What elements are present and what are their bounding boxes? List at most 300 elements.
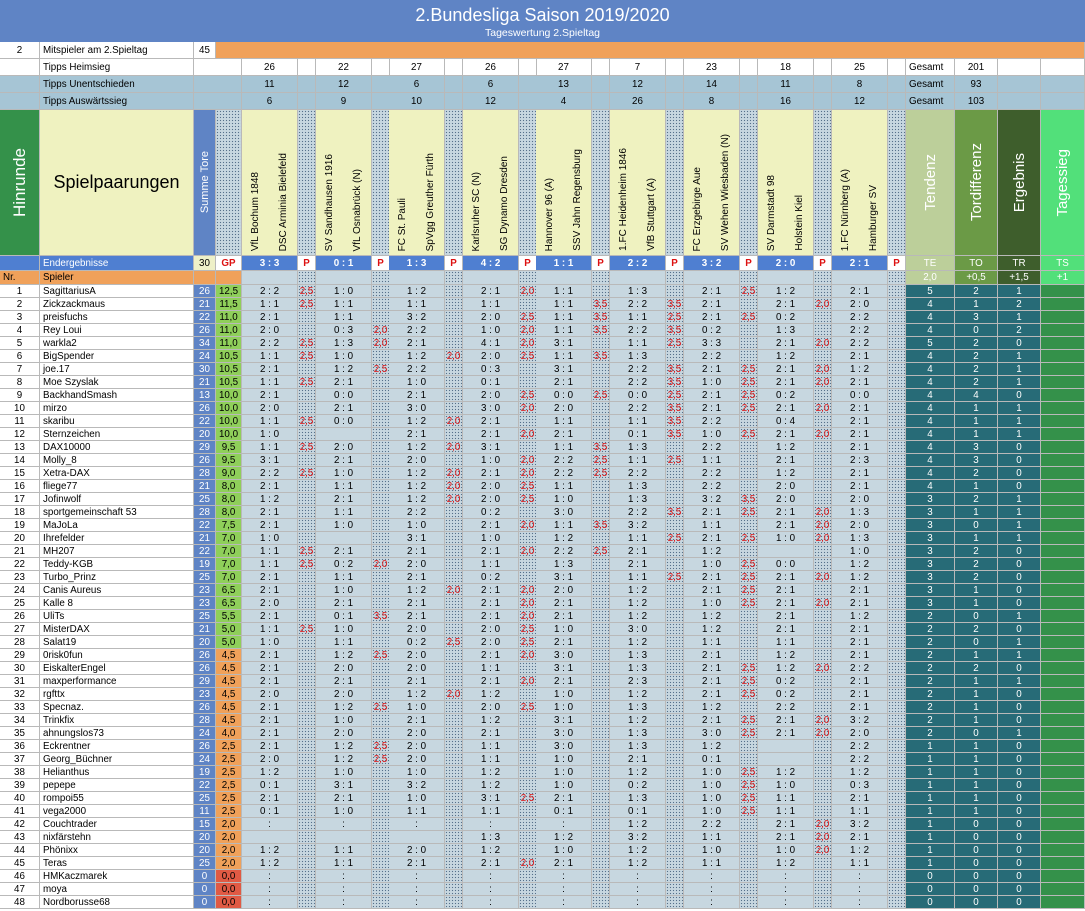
player-points [519,415,537,428]
stats-value: 12 [316,76,372,93]
player-points: 2,0 [814,597,832,610]
player-tip: 2 : 1 [684,311,740,324]
player-name: 0risk0fun [40,649,194,662]
player-tip: 2 : 2 [242,337,298,350]
player-points: 2,5 [740,662,758,675]
ts-value: +1 [1041,271,1085,285]
player-gp: 7,0 [216,532,242,545]
player-tip: 2 : 1 [316,376,372,389]
player-tr: 0 [998,779,1041,792]
player-header-row [0,271,1085,285]
player-tip: 2 : 1 [316,545,372,558]
player-tore: 20 [194,428,216,441]
player-tip: 2 : 2 [758,701,814,714]
player-tip: 2 : 1 [389,857,445,870]
player-row [0,766,1085,779]
player-tr: 0 [998,831,1041,844]
player-points: 3,5 [592,519,610,532]
player-to: 1 [955,597,998,610]
player-te: 1 [906,857,955,870]
player-tip: 2 : 1 [832,636,888,649]
player-tip: 1 : 2 [610,584,666,597]
away-team: SV Wehen Wiesbaden (N) [719,133,731,251]
player-te: 3 [906,597,955,610]
player-points [740,324,758,337]
player-tip: : [389,870,445,883]
stats-value: 13 [536,76,592,93]
player-tip: 1 : 2 [242,857,298,870]
player-tip: 2 : 1 [389,428,445,441]
player-ts [1041,376,1085,389]
player-points [298,740,316,753]
player-points [372,779,390,792]
player-gp: 4,5 [216,649,242,662]
player-nr: 40 [0,792,40,805]
player-row [0,519,1085,532]
blank [888,271,906,285]
player-tip [758,753,814,766]
player-tr: 1 [998,610,1041,623]
player-to: 0 [955,519,998,532]
player-points: 2,0 [519,610,537,623]
player-nr: 21 [0,545,40,558]
stats-value: 18 [758,59,814,76]
player-points [592,285,610,298]
player-tip: 2 : 1 [463,545,519,558]
player-tr: 0 [998,623,1041,636]
player-points: 2,0 [519,285,537,298]
player-points [888,831,906,844]
player-tip: 1 : 1 [610,454,666,467]
player-tip: 2 : 1 [463,467,519,480]
player-points [519,831,537,844]
player-tip: 1 : 1 [242,558,298,571]
player-points [372,883,390,896]
player-ts [1041,298,1085,311]
player-row [0,623,1085,636]
player-points [814,740,832,753]
player-tip: 3 : 0 [463,402,519,415]
player-tip: : [610,896,666,909]
player-points [445,571,463,584]
player-tip: 1 : 2 [316,649,372,662]
player-points [519,883,537,896]
player-tip: 2 : 1 [536,675,592,688]
player-tore: 26 [194,662,216,675]
player-tip: 1 : 0 [684,428,740,441]
player-gp: 11,5 [216,298,242,311]
player-tip: 2 : 2 [684,350,740,363]
stats-row-unent [0,76,1085,93]
player-points: 2,5 [519,493,537,506]
player-row [0,454,1085,467]
p-label: P [298,256,316,271]
player-ts [1041,857,1085,870]
player-points [740,740,758,753]
page-subtitle: Tageswertung 2.Spieltag [485,27,600,39]
player-points [888,818,906,831]
player-te: 3 [906,571,955,584]
player-tip: 2 : 1 [758,402,814,415]
player-gp: 6,5 [216,597,242,610]
player-tip: 1 : 2 [242,844,298,857]
player-gp: 7,0 [216,558,242,571]
player-points: 2,0 [814,662,832,675]
player-points [298,688,316,701]
blank [519,93,537,110]
player-tip: : [389,896,445,909]
player-points [592,480,610,493]
player-tip: 1 : 3 [610,649,666,662]
player-points [372,636,390,649]
p-label: P [666,256,684,271]
player-tip: 1 : 0 [832,545,888,558]
player-te: 2 [906,662,955,675]
player-tip: 1 : 2 [610,857,666,870]
player-points [888,714,906,727]
player-gp: 12,5 [216,285,242,298]
player-tip: 2 : 1 [684,402,740,415]
player-gp: 2,5 [216,753,242,766]
player-tr: 1 [998,285,1041,298]
player-tip: 1 : 1 [684,831,740,844]
player-tip: 1 : 1 [758,805,814,818]
player-points [298,701,316,714]
player-tip: 1 : 2 [832,363,888,376]
player-te: 5 [906,337,955,350]
away-team: VfB Stuttgart (A) [645,178,657,251]
player-to: 1 [955,584,998,597]
player-ts [1041,337,1085,350]
player-tip: 2 : 0 [832,298,888,311]
player-points [666,779,684,792]
player-points [740,701,758,714]
player-points: 2,5 [298,415,316,428]
player-tip: 2 : 1 [463,584,519,597]
player-gp: 10,0 [216,389,242,402]
player-gp: 10,0 [216,415,242,428]
player-nr: 47 [0,883,40,896]
player-tip: 2 : 2 [536,545,592,558]
mitspieler-label: Mitspieler am 2.Spieltag [40,42,194,59]
player-points [592,779,610,792]
player-tip: 1 : 2 [758,441,814,454]
player-tip [758,740,814,753]
player-points [814,792,832,805]
stats-value: 12 [463,93,519,110]
player-points [445,623,463,636]
player-te: 4 [906,428,955,441]
player-tore: 26 [194,649,216,662]
player-tip: 2 : 0 [389,727,445,740]
player-tip: 1 : 0 [389,766,445,779]
player-tip: 3 : 2 [610,519,666,532]
player-ts [1041,441,1085,454]
player-points [592,766,610,779]
player-points [519,818,537,831]
player-tip: : [610,870,666,883]
player-tip: 0 : 1 [610,428,666,441]
player-tip: 2 : 1 [832,649,888,662]
match-header-2 [316,110,372,256]
player-tip: 2 : 1 [610,545,666,558]
stats-label: Tipps Auswärtssieg [40,93,194,110]
player-points [814,545,832,558]
player-tore: 0 [194,870,216,883]
player-points [814,649,832,662]
tagessieg-header [1041,110,1085,256]
player-points: 2,0 [814,571,832,584]
player-points [592,714,610,727]
player-tip: 2 : 0 [242,688,298,701]
player-points [519,688,537,701]
player-tore: 25 [194,571,216,584]
player-tip: 2 : 1 [242,662,298,675]
player-tip: 1 : 1 [610,337,666,350]
player-points: 2,5 [372,740,390,753]
player-tip: 2 : 1 [832,428,888,441]
player-points [814,454,832,467]
p-label: P [888,256,906,271]
player-tip: 2 : 1 [316,493,372,506]
player-points: 2,5 [740,389,758,402]
player-tip: 2 : 0 [463,480,519,493]
player-points [298,493,316,506]
player-tip: 2 : 1 [758,584,814,597]
player-tore: 26 [194,402,216,415]
player-points [298,324,316,337]
player-nr: 29 [0,649,40,662]
away-team: Hamburger SV [867,184,879,251]
player-te: 1 [906,818,955,831]
player-points [298,844,316,857]
blank [536,271,592,285]
player-tore: 22 [194,311,216,324]
player-ts [1041,467,1085,480]
player-points: 2,0 [814,298,832,311]
player-points [740,337,758,350]
player-points [888,389,906,402]
player-points: 3,5 [666,363,684,376]
player-ts [1041,714,1085,727]
player-tip: 2 : 1 [758,428,814,441]
player-tip: 2 : 1 [536,597,592,610]
player-points [740,857,758,870]
player-ts [1041,610,1085,623]
player-name: DAX10000 [40,441,194,454]
blank [372,93,390,110]
player-gp: 10,0 [216,428,242,441]
player-points [814,350,832,363]
match-result: 4 : 2 [463,256,519,271]
player-tip: 3 : 0 [536,506,592,519]
player-tip: 2 : 0 [389,753,445,766]
player-points [740,883,758,896]
player-points: 2,5 [740,376,758,389]
player-points: 2,5 [298,376,316,389]
player-tore: 19 [194,766,216,779]
player-te: 3 [906,558,955,571]
player-to: 2 [955,623,998,636]
player-tip: 2 : 0 [832,493,888,506]
pts-header-blank [445,110,463,256]
player-points [372,623,390,636]
player-tip: 2 : 2 [389,363,445,376]
player-row [0,870,1085,883]
header-row [0,110,1085,256]
player-points: 2,0 [519,454,537,467]
player-tip: 1 : 0 [389,376,445,389]
player-tip: 1 : 0 [242,636,298,649]
player-points: 2,0 [519,584,537,597]
player-points [445,558,463,571]
blank [0,59,40,76]
player-tip: : [536,883,592,896]
player-tore: 22 [194,545,216,558]
player-points: 3,5 [666,402,684,415]
player-points: 2,5 [666,311,684,324]
player-tip: 1 : 2 [610,766,666,779]
player-nr: 12 [0,428,40,441]
away-team: SpVgg Greuther Fürth [424,152,436,251]
player-tip: 0 : 0 [610,389,666,402]
player-tr: 0 [998,883,1041,896]
player-to: 0 [955,610,998,623]
player-te: 1 [906,792,955,805]
player-points [592,740,610,753]
player-tip: 2 : 0 [463,350,519,363]
player-points [592,883,610,896]
player-name: skaribu [40,415,194,428]
player-name: Moe Szyslak [40,376,194,389]
player-points: 2,5 [298,467,316,480]
player-ts [1041,870,1085,883]
player-tip: 2 : 0 [832,727,888,740]
player-points: 3,5 [592,311,610,324]
player-name: Eckrentner [40,740,194,753]
player-nr: 13 [0,441,40,454]
player-points [888,662,906,675]
player-tr: 0 [998,597,1041,610]
spieler-header: Spieler [40,271,194,285]
player-tip: 2 : 0 [758,480,814,493]
player-points [445,714,463,727]
player-ts [1041,506,1085,519]
player-tip [316,831,372,844]
player-tip: 2 : 1 [684,688,740,701]
player-tip: 0 : 3 [463,363,519,376]
player-tip: 1 : 2 [316,701,372,714]
player-tip: 2 : 1 [389,545,445,558]
player-row [0,883,1085,896]
player-points [888,506,906,519]
player-points: 2,0 [519,597,537,610]
player-tip: 2 : 0 [389,844,445,857]
meta-row [0,42,1085,59]
player-points [592,506,610,519]
player-tore: 21 [194,480,216,493]
player-to: 3 [955,454,998,467]
page-title-bar [0,0,1085,42]
player-gp: 8,0 [216,480,242,493]
player-tip: 1 : 0 [536,623,592,636]
player-gp: 11,0 [216,324,242,337]
player-tip: 0 : 0 [316,389,372,402]
player-points: 2,0 [445,441,463,454]
player-tip: : [316,870,372,883]
player-tip: 1 : 2 [758,467,814,480]
player-tip: 2 : 1 [832,792,888,805]
player-ts [1041,896,1085,909]
player-tip: 1 : 0 [463,324,519,337]
gesamt-label: Gesamt [906,76,955,93]
player-points [592,415,610,428]
player-tip: 2 : 0 [758,493,814,506]
player-tip: 3 : 1 [242,454,298,467]
player-tip: 1 : 2 [389,467,445,480]
player-points: 2,5 [298,545,316,558]
blank [445,93,463,110]
player-points [888,285,906,298]
player-points: 2,5 [666,337,684,350]
player-row [0,701,1085,714]
player-points [519,766,537,779]
player-tip: 2 : 1 [684,532,740,545]
player-points [666,831,684,844]
player-tip: 1 : 2 [832,844,888,857]
player-tr: 1 [998,506,1041,519]
player-tip: 2 : 0 [463,636,519,649]
player-points: 3,5 [666,415,684,428]
player-tip: 1 : 0 [242,532,298,545]
player-points: 2,0 [814,844,832,857]
player-tip: 1 : 2 [610,597,666,610]
player-ts [1041,350,1085,363]
player-gp: 4,0 [216,727,242,740]
player-tip: 2 : 1 [316,454,372,467]
player-ts [1041,831,1085,844]
player-to: 0 [955,818,998,831]
te-label: TE [906,256,955,271]
blank [814,76,832,93]
player-row [0,428,1085,441]
match-header-9 [832,110,888,256]
player-points [740,636,758,649]
player-gp: 2,5 [216,792,242,805]
player-points: 2,5 [740,558,758,571]
player-tore: 21 [194,376,216,389]
stats-label: Tipps Heimsieg [40,59,194,76]
player-points [666,857,684,870]
blank [740,93,758,110]
player-tip: 1 : 3 [610,480,666,493]
player-tr: 1 [998,428,1041,441]
player-tr: 0 [998,792,1041,805]
player-points: 3,5 [592,441,610,454]
player-tip: 1 : 2 [242,493,298,506]
player-tip: : [316,896,372,909]
ergebnis-header [998,110,1041,256]
player-tip: : [684,896,740,909]
result-row [0,256,1085,271]
player-te: 4 [906,311,955,324]
pts-header-blank [519,110,537,256]
player-tip: 4 : 1 [463,337,519,350]
player-points [372,675,390,688]
player-nr: 24 [0,584,40,597]
player-tip: 2 : 2 [832,311,888,324]
player-tip: 2 : 0 [316,727,372,740]
